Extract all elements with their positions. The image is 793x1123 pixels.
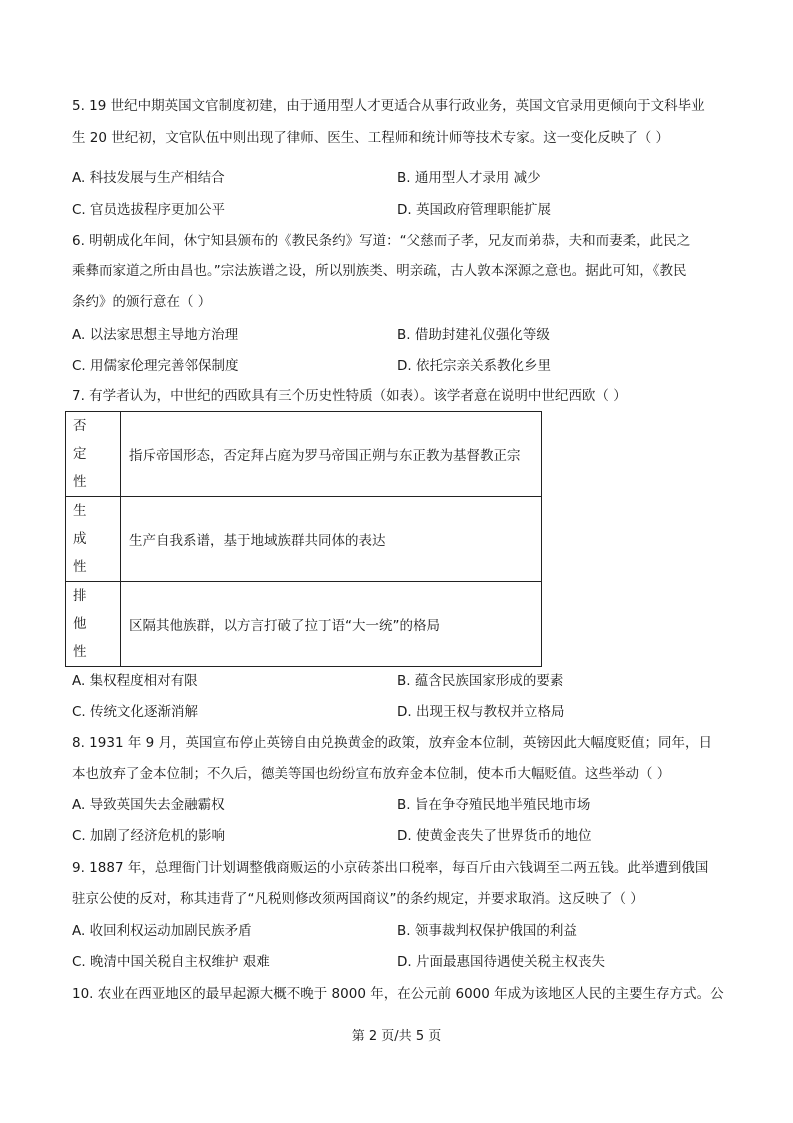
- trait-label-bottom: 性: [73, 474, 87, 490]
- q5-option-a: A. 科技发展与生产相结合: [72, 170, 225, 186]
- q8-stem-line2: 本也放弃了金本位制；不久后，德美等国也纷纷宣布放弃金本位制，使本币大幅贬值。这些举动（ ）: [72, 766, 671, 782]
- table-row: [66, 497, 542, 582]
- q6-stem-line3: 条约》的颁行意在（ ）: [72, 294, 212, 310]
- q7-option-c: C. 传统文化逐渐消解: [72, 704, 199, 720]
- q10-stem-line1: 10. 农业在西亚地区的最早起源大概不晚于 8000 年，在公元前 6000 年成为该地区人民的主要生存方式。公: [72, 986, 724, 1002]
- q7-option-d: D. 出现王权与教权并立格局: [397, 704, 565, 720]
- trait-label-top: 否定: [73, 418, 105, 462]
- q9-option-c: C. 晚清中国关税自主权维护 艰难: [72, 954, 270, 970]
- trait-label-cell: [66, 497, 121, 582]
- q6-option-b: B. 借助封建礼仪强化等级: [397, 327, 550, 343]
- q7-option-b: B. 蕴含民族国家形成的要素: [397, 673, 564, 689]
- q6-option-d: D. 依托宗亲关系教化乡里: [397, 358, 551, 374]
- trait-label-cell: [66, 412, 121, 497]
- q5-option-d: D. 英国政府管理职能扩展: [397, 202, 551, 218]
- trait-description: 指斥帝国形态，否定拜占庭为罗马帝国正朔与东正教为基督教正宗: [121, 412, 542, 497]
- q5-stem-line1: 5. 19 世纪中期英国文官制度初建，由于通用型人才更适合从事行政业务，英国文官录用更倾向于文科毕业: [72, 98, 705, 114]
- q8-option-b: B. 旨在争夺殖民地半殖民地市场: [397, 797, 591, 813]
- q9-stem-line1: 9. 1887 年，总理衙门计划调整俄商贩运的小京砖茶出口税率，每百斤由六钱调至二两五钱。此举遭到俄国: [72, 860, 709, 876]
- q5-option-c: C. 官员选拔程序更加公平: [72, 202, 226, 218]
- trait-description: 生产自我系谱，基于地域族群共同体的表达: [121, 497, 542, 582]
- q6-stem-line1: 6. 明朝成化年间，休宁知县颁布的《教民条约》写道：“父慈而子孝，兄友而弟恭，夫和而妻柔，此民之: [72, 233, 691, 249]
- trait-label-top: 生成: [73, 503, 105, 547]
- q6-stem-line2: 乘彝而家道之所由昌也。”宗法族谱之设，所以别族类、明亲疏，古人敦本深源之意也。据此可知，《教民: [72, 263, 687, 279]
- q5-stem-line2: 生 20 世纪初，文官队伍中则出现了律师、医生、工程师和统计师等技术专家。这一变化反映了（ ）: [72, 130, 670, 146]
- q8-option-d: D. 使黄金丧失了世界货币的地位: [397, 828, 592, 844]
- page-number-footer: 第 2 页/共 5 页: [351, 1029, 442, 1044]
- q7-option-a: A. 集权程度相对有限: [72, 673, 198, 689]
- q6-option-c: C. 用儒家伦理完善邻保制度: [72, 358, 239, 374]
- table-row: [66, 412, 542, 497]
- q8-option-a: A. 导致英国失去金融霸权: [72, 797, 225, 813]
- trait-label-bottom: 性: [73, 559, 87, 575]
- q9-option-b: B. 领事裁判权保护俄国的利益: [397, 923, 577, 939]
- trait-label-bottom: 性: [73, 644, 87, 660]
- table-row: [66, 582, 542, 667]
- q5-option-b: B. 通用型人才录用 减少: [397, 170, 541, 186]
- q9-option-a: A. 收回利权运动加剧民族矛盾: [72, 923, 252, 939]
- q9-option-d: D. 片面最惠国待遇使关税主权丧失: [397, 954, 605, 970]
- q7-stem: 7. 有学者认为，中世纪的西欧具有三个历史性特质（如表）。该学者意在说明中世纪西欧（ ）: [72, 388, 627, 404]
- trait-description: 区隔其他族群，以方言打破了拉丁语“大一统”的格局: [121, 582, 542, 667]
- trait-label-cell: [66, 582, 121, 667]
- traits-table: [65, 411, 542, 667]
- trait-label-top: 排他: [73, 588, 105, 632]
- q8-option-c: C. 加剧了经济危机的影响: [72, 828, 226, 844]
- q9-stem-line2: 驻京公使的反对，称其违背了“凡税则修改须两国商议”的条约规定，并要求取消。这反映了（ ）: [72, 891, 644, 907]
- q8-stem-line1: 8. 1931 年 9 月，英国宣布停止英镑自由兑换黄金的政策，放弃金本位制，英镑因此大幅度贬值；同年，日: [72, 735, 712, 751]
- q6-option-a: A. 以法家思想主导地方治理: [72, 327, 239, 343]
